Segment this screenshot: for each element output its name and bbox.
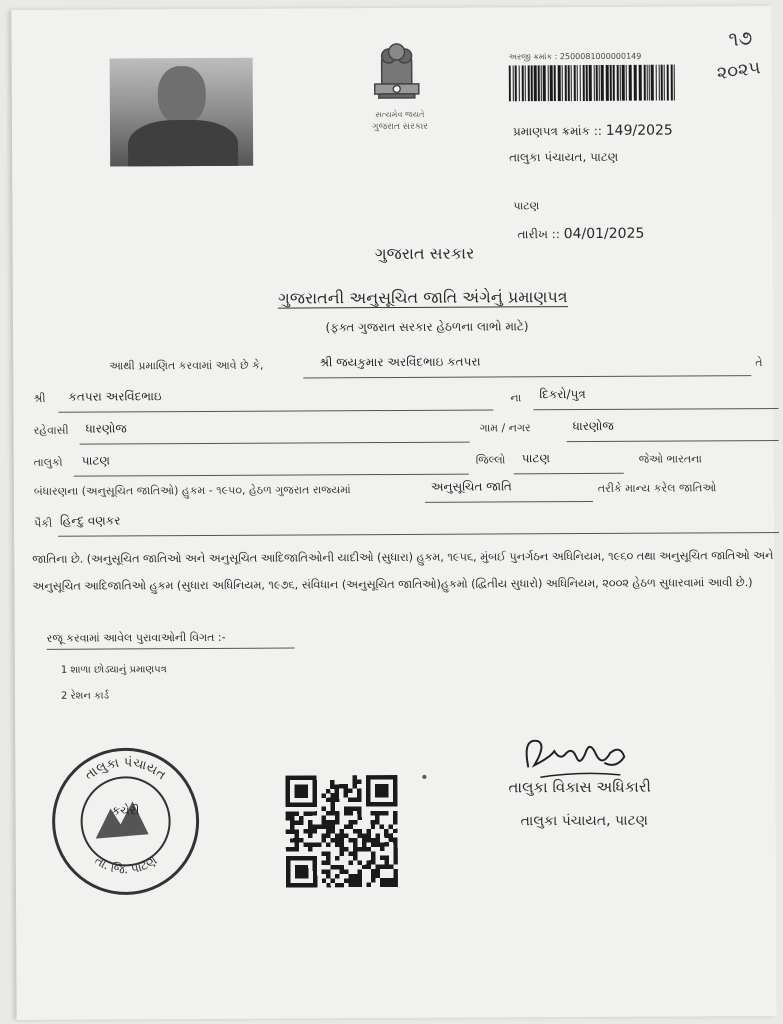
father-name: કતપરા અરવિંદભાઇ [68, 389, 162, 404]
certificate-number: પ્રમાણપત્ર ક્રમાંક :: 149/2025 [512, 122, 673, 139]
qr-code [285, 775, 398, 888]
te-label: તે [755, 356, 763, 370]
na-label: ના [510, 391, 522, 405]
relation: દિકરો/પુત્ર [539, 386, 586, 402]
village-label: ગામ / નગર [479, 421, 531, 435]
seal-top-text: તાલુકા પંચાયત [82, 755, 169, 784]
legal-paragraph: જાતિના છે. (અનુસૂચિત જાતિઓ અને અનુસૂચિત આદિજાતિઓની યાદીઓ (સુધારા) હુકમ, ૧૯૫૬, મુંબઈ પુનર્ગઠન અધિનિયમ, ૧૯૬૦ તથા અનુસૂચિત જાતિઓ અને અનુસૂચિત આદિજાતિઓ હુકમ (સુધારા અધિનિયમ, ૧૯૭૬, સંવિધાન (અનુસૂચિત જાતિઓ)હુકમો (દ્વિતીય સુધારો) અધિનિયમ, ૨૦૦૨ હેઠળ સુધારવામાં આવી છે.) [32, 548, 774, 593]
national-emblem-icon [356, 32, 436, 112]
applicant-name: શ્રી જયકુમાર અરવિંદભાઇ કતપરા [319, 354, 481, 370]
recognized-label: તરીકે માન્ય કરેલ જાતિઓ [597, 481, 717, 495]
district-line [514, 447, 624, 475]
category-value: અનુસૂચિત જાતિ [430, 479, 512, 494]
emblem-motto: સત્યમેવ જયતે [375, 109, 425, 120]
resident-value: ધારણોજ [85, 421, 127, 436]
district-label: જિલ્લો [475, 453, 506, 467]
constitution-label: બંધારણના (અનુસૂચિત જાતિઓ) હુકમ - ૧૯૫૦, હેઠળ ગુજરાત રાજ્યમાં [33, 483, 351, 498]
relation-line [533, 382, 778, 410]
government-heading: ગુજરાત સરકાર [374, 243, 475, 264]
document-item: 2 રેશન કાર્ડ [60, 690, 110, 702]
category-line [425, 475, 593, 503]
barcode-number: અરજી ક્રમાંક : 2500081000000149 [508, 51, 642, 62]
officer-title: તાલુકા વિકાસ અધિકારી [508, 777, 651, 797]
seal-center-text: કચેરી [111, 803, 140, 818]
handwritten-year: ૨૦૨૫ [715, 57, 762, 85]
documents-heading: રજૂ કરવામાં આવેલ પુરાવાઓની વિગત :- [47, 631, 295, 650]
taluka-line [74, 448, 469, 477]
certificate-subtitle: (ફક્ત ગુજરાત સરકાર હેઠળના લાભો માટે) [325, 319, 529, 335]
certificate-title: ગુજરાતની અનુસૂચિત જાતિ અંગેનું પ્રમાણપત્ર [278, 287, 568, 308]
village-line [566, 414, 778, 442]
paiki-label: પૈકી [34, 516, 53, 530]
district-value: પાટણ [521, 451, 550, 466]
document-item: 1 શાળા છોડ્યાનું પ્રમાણપત્ર [60, 664, 167, 676]
applicant-photo [110, 58, 254, 167]
village-value: ધારણોજ [572, 418, 614, 434]
resident-label: રહેવાસી [33, 423, 69, 437]
shri-label: શ્રી [33, 391, 46, 405]
issuing-office: તાલુકા પંચાયત, પાટણ [509, 149, 619, 165]
certificate-paper [11, 6, 776, 1020]
taluka-label: તાલુકો [33, 455, 63, 469]
emblem-caption: ગુજરાત સરકાર [371, 121, 428, 133]
jeo-bharatna-label: જેઓ ભારતના [638, 452, 703, 466]
official-seal [50, 746, 201, 897]
applicant-name-line [303, 349, 751, 378]
caste-value: હિન્દુ વણકર [59, 513, 121, 528]
certify-label: આથી પ્રમાણિત કરવામાં આવે છે કે, [109, 358, 264, 373]
barcode [509, 65, 679, 102]
issue-date: તારીખ :: 04/01/2025 [517, 225, 645, 243]
handwritten-note: ૧૭ [727, 25, 754, 52]
resident-line [79, 416, 469, 445]
officer-office: તાલુકા પંચાયત, પાટણ [520, 812, 648, 830]
father-name-line [58, 383, 493, 412]
ink-dot [422, 775, 426, 779]
taluka-value: પાટણ [81, 453, 110, 468]
caste-line [58, 506, 779, 537]
issue-place: પાટણ [513, 199, 540, 213]
seal-bottom-text: તા. જિ. પાટણ [92, 853, 160, 877]
